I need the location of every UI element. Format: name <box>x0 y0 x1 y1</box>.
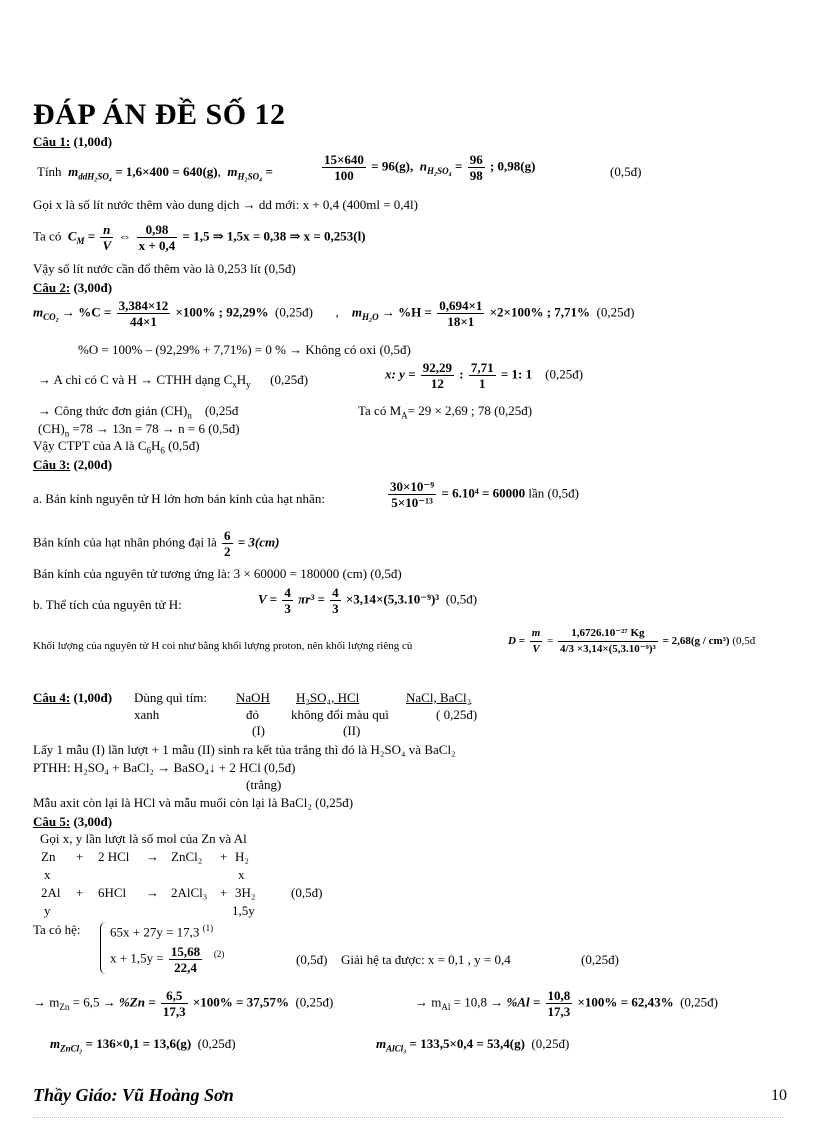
q1-formula2-eq: = <box>265 164 273 179</box>
q3-m-formula <box>508 626 755 657</box>
q1-l3-frac2-den: x + 0,4 <box>138 238 176 253</box>
q5-sys2 <box>110 944 224 975</box>
q5-m2 <box>376 1036 569 1057</box>
q1-l3-frac2-num: 0,98 <box>137 222 178 238</box>
q1-l3-cm-sub: M <box>76 236 85 247</box>
q5-r1-zn: Zn <box>41 849 56 864</box>
q3-a-frac-den: 5×10⁻¹³ <box>391 495 433 510</box>
q1-formula3-rest: ; 0,98(g) <box>489 158 536 174</box>
q5-r2-x1: x <box>44 867 51 882</box>
q3-a-result: = 6.10⁴ = 60000 <box>441 485 526 501</box>
q5-sys2-sol: Giải hệ ta được: x = 0,1 , y = 0,4 <box>341 952 511 967</box>
q2-l3-x: x <box>232 379 237 390</box>
q2-frac2-den: 18×1 <box>447 314 475 329</box>
q1-formula3: n <box>419 158 427 174</box>
q5-m2-m: m <box>376 1036 387 1051</box>
q3-b-num2: 4 <box>332 585 339 600</box>
q4-line5: PTHH: H₂SO₄ + BaCl₂ → BaSO₄↓ + 2 HCl (0,5đ) <box>33 760 296 775</box>
q2-line3b <box>385 360 583 391</box>
q4-label: Câu 4: <box>33 690 71 705</box>
q2-l3-y: y <box>246 379 251 390</box>
q2-ratio-score: (0,25đ) <box>545 366 584 382</box>
q3-b-den1: 3 <box>284 601 291 616</box>
q3-b-result: ×3,14×(5,3.10⁻⁹)³ <box>345 591 440 607</box>
q2-frac1-den: 44×1 <box>129 314 157 329</box>
q1-line1: Tính $m_{ddH_2SO_4} = 1,6\times 400 = 640(g)$, $m_{H_2SO_4}$ = <box>37 164 273 182</box>
q3-points: (2,00đ) <box>73 457 113 472</box>
q5-p1-m: → m <box>33 994 60 1010</box>
q3-b-pir: πr³ = <box>298 591 325 607</box>
q4-l2-xanh: xanh <box>134 707 160 722</box>
q1-formula3-eq: = <box>455 158 463 174</box>
q3-m-num1: m <box>530 626 543 642</box>
q2-ratio-frac1-den: 12 <box>430 376 444 391</box>
q2-header <box>33 280 112 296</box>
q2-line1 <box>33 298 634 329</box>
q3-m-den1: V <box>532 643 540 655</box>
q4-l3-i: (I) <box>252 723 265 738</box>
q3-m-d: D = <box>508 635 525 648</box>
q1-frac3-den: 98 <box>469 168 483 183</box>
q2-pc-label: → %C = <box>62 304 112 320</box>
q5-m2-sub: AlCl₃ <box>386 1043 407 1054</box>
q3-b-v: V = <box>258 591 278 607</box>
q2-l6-score: (0,5đ) <box>168 438 200 453</box>
q2-l4-ma: Ta có M <box>358 403 402 418</box>
q2-mco2: m <box>33 304 44 320</box>
q2-l3-h: H <box>236 372 247 387</box>
q4-l2-score: ( 0,25đ) <box>436 707 478 722</box>
q5-r3-h2: 3H₂ <box>235 885 256 900</box>
q2-ratio-result: = 1: 1 <box>500 366 533 382</box>
q1-line3 <box>33 222 366 253</box>
q2-ratio-frac2-num: 7,71 <box>470 360 494 375</box>
q3-b-formula <box>258 585 477 616</box>
q1-l3-rest: = 1,5 ⇒ 1,5x = 0,38 ⇒ x = 0,253(l) <box>182 228 366 244</box>
q3-b-score: (0,5đ) <box>445 591 478 607</box>
q5-line1: Gọi x, y lần lượt là số mol của Zn và Al <box>40 831 247 846</box>
q2-ratio-frac2-den: 1 <box>478 376 486 391</box>
q5-r2-x2: x <box>238 867 245 882</box>
q2-line3a <box>38 372 308 393</box>
q5-sys2-lhs: x + 1,5y = <box>110 950 164 966</box>
q2-l5-rest: =78 → 13n = 78 → n = 6 (0,5đ) <box>72 421 240 436</box>
footer-author: Thầy Giáo: Vũ Hoàng Sơn <box>33 1085 234 1105</box>
q5-p1-pct-label: %Zn = <box>118 994 156 1010</box>
q4-line7: Mẫu axit còn lại là HCl và mẫu muối còn lại là BaCl₂ (0,25đ) <box>33 795 354 810</box>
q5-m2-score: (0,25đ) <box>531 1036 570 1051</box>
q5-p1-score: (0,25đ) <box>295 994 334 1010</box>
q4-l1-naoh: NaOH <box>236 690 270 705</box>
q5-r3-plus1: + <box>76 885 84 900</box>
q2-mh2o-sub: H₂O <box>362 312 379 323</box>
system-brace <box>100 922 107 974</box>
q3-header <box>33 457 112 473</box>
q2-ratio-label: x: y = <box>385 366 416 382</box>
q3-a-text: a. Bán kính nguyên tử H lớn hơn bán kính của hạt nhân: <box>33 491 325 506</box>
q5-sys1-eq: 65x + 27y = 17,3 <box>110 924 200 940</box>
q5-m1-score: (0,25đ) <box>197 1036 236 1051</box>
q5-r1-hcl: 2 HCl <box>98 849 130 864</box>
q5-sys2-score: (0,5đ) <box>296 952 328 967</box>
q1-frac2-num: 15×640 <box>324 152 364 167</box>
q5-r1-zncl2: ZnCl₂ <box>171 849 203 864</box>
q5-p2-result: ×100% = 62,43% <box>577 994 674 1010</box>
q3-m-text: Khối lượng của nguyên tử H coi như bằng khối lượng proton, nên khối lượng riêng củ <box>33 640 413 652</box>
q5-sys2-tag: (2) <box>213 949 225 960</box>
q1-l3-iff: ⇔ <box>118 228 132 244</box>
q1-l3-cm: C <box>67 228 77 244</box>
q5-p1-value: = 6,5 → <box>72 994 116 1010</box>
q5-sys2-num: 15,68 <box>170 944 201 959</box>
q3-label: Câu 3: <box>33 457 71 472</box>
q1-formula1-sub: ddH₂SO₄ <box>78 171 112 182</box>
q4-line6: (trắng) <box>246 777 282 792</box>
q2-l3-score: (0,25đ) <box>270 372 309 387</box>
q5-p2-den: 17,3 <box>547 1004 571 1019</box>
q5-r3-plus2: + <box>220 885 228 900</box>
q2-l4-n: n <box>187 410 192 421</box>
q2-ph-label: → %H = <box>381 304 432 320</box>
q4-header <box>33 690 112 706</box>
q3-m-score: (0,5đ <box>732 635 756 648</box>
q1-formula2-sub: H₂SO₄ <box>237 171 263 182</box>
q3-b1 <box>33 528 279 559</box>
q1-l1-prefix: Tính <box>37 164 62 179</box>
q1-label: Câu 1: <box>33 134 71 149</box>
q5-sys1 <box>110 920 213 940</box>
q2-l4-ma-sub: A <box>401 410 408 421</box>
q2-l1-score2: (0,25đ) <box>596 304 635 320</box>
q5-p1 <box>33 988 333 1019</box>
q4-l1-acids: H₂SO₄, HCl <box>296 690 360 705</box>
q2-frac1-num: 3,384×12 <box>118 298 169 313</box>
q4-points: (1,00đ) <box>73 690 113 705</box>
q5-sys1-tag: (1) <box>202 923 214 933</box>
q3-b-text: b. Thể tích của nguyên tử H: <box>33 597 182 612</box>
q2-l3-text: → A chỉ có C và H → CTHH dạng C <box>38 372 233 387</box>
q4-l3-ii: (II) <box>343 723 361 738</box>
q3-b-den2: 3 <box>332 601 339 616</box>
page-title: ĐÁP ÁN ĐỀ SỐ 12 <box>33 98 286 131</box>
q5-r3-score: (0,5đ) <box>291 885 323 900</box>
q5-r4-y: y <box>44 903 51 918</box>
q5-p2-pct-label: %Al = <box>506 994 541 1010</box>
q5-m2-result: = 133,5×0,4 = 53,4(g) <box>409 1036 525 1051</box>
q3-a-frac-num: 30×10⁻⁹ <box>390 479 435 494</box>
q1-line4: Vậy số lít nước cần đổ thêm vào là 0,253 lít (0,5đ) <box>33 261 296 276</box>
q1-frac2-den: 100 <box>334 168 354 183</box>
q5-r1-plus1: + <box>76 849 84 864</box>
q3-m-eq: = <box>547 635 554 648</box>
q5-r3-arrow: → <box>146 885 159 900</box>
q2-l4-text: → Công thức đơn giản (CH) <box>38 403 188 418</box>
q2-ph-result: ×2×100% ; 7,71% <box>489 304 591 320</box>
q1-formula1-rest: = 1,6×400 = 640(g) <box>115 164 218 179</box>
q2-l5-n: n <box>64 428 70 439</box>
q5-m1-sub: ZnCl₂ <box>60 1043 83 1054</box>
q4-l1-salts: NaCl, BaCl₂ <box>406 690 472 705</box>
q1-points: (1,00đ) <box>73 134 113 149</box>
q5-sys2-score2: (0,25đ) <box>581 952 619 967</box>
q3-a-formula <box>386 479 579 510</box>
q5-r3-al: 2Al <box>41 885 61 900</box>
q2-line6 <box>33 438 200 459</box>
q3-b-num1: 4 <box>284 585 291 600</box>
q5-r1-arrow: → <box>146 849 159 864</box>
q2-frac2-num: 0,694×1 <box>439 298 483 313</box>
q5-r1-plus2: + <box>220 849 228 864</box>
q5-points: (3,00đ) <box>73 814 113 829</box>
q5-p1-den: 17,3 <box>162 1004 186 1019</box>
q2-l1-comma: , <box>335 304 339 320</box>
q2-l1-score1: (0,25đ) <box>274 304 313 320</box>
q5-label: Câu 5: <box>33 814 71 829</box>
q5-p1-m-sub: Zn <box>59 1002 70 1013</box>
q2-label: Câu 2: <box>33 280 71 295</box>
q1-formula3-sub: H₂SO₄ <box>426 166 452 177</box>
q5-p1-num: 6,5 <box>161 988 188 1004</box>
q4-line4: Lấy 1 mẫu (I) lần lượt + 1 mẫu (II) sinh ra kết tủa trắng thì đó là H₂SO₄ và BaCl₂ <box>33 742 456 757</box>
q2-ratio-frac1-num: 92,29 <box>422 360 453 375</box>
q2-l6-sub1: 6 <box>146 445 152 456</box>
q5-p2-value: = 10,8 → <box>453 994 504 1010</box>
q5-p2 <box>415 988 718 1019</box>
footer-divider <box>33 1117 783 1118</box>
q3-m-num2: 1,6726.10⁻²⁷ Kg <box>558 626 658 642</box>
q5-p1-result: ×100% = 37,57% <box>192 994 289 1010</box>
q2-l6-sub2: 6 <box>160 445 165 456</box>
q1-l3-frac1-num: n <box>100 222 113 238</box>
q5-r3-hcl: 6HCl <box>98 885 127 900</box>
q4-l2-unchanged: không đổi màu quì <box>291 707 389 722</box>
q2-mco2-sub: CO₂ <box>43 312 59 323</box>
q2-line4b <box>358 403 532 424</box>
q1-frac2: $\frac{15\times 640}{100}$ = 96(g), $n_{H_2SO_4}$ = $\frac{96}{98}$ ; 0,98(g) <box>324 152 536 183</box>
q5-header <box>33 814 112 830</box>
q1-formula2: m <box>227 164 238 179</box>
q5-sys-prefix: Ta có hệ: <box>33 922 81 937</box>
q3-a-score: lần (0,5đ) <box>528 485 579 501</box>
q3-c1: Bán kính của nguyên tử tương ứng là: 3 × 60000 = 180000 (cm) (0,5đ) <box>33 566 402 581</box>
q1-formula1: m <box>68 164 79 179</box>
q5-r3-alcl3: 2AlCl₃ <box>171 885 208 900</box>
q2-ratio-colon: : <box>459 366 464 382</box>
q2-l6-h: H <box>151 438 161 453</box>
q1-frac3-num: 96 <box>469 152 483 167</box>
q3-m-result: = 2,68(g / cm³) <box>662 635 730 648</box>
page-number: 10 <box>771 1087 787 1104</box>
q2-mh2o: m <box>351 304 363 320</box>
q4-l2-do: đỏ <box>246 707 259 722</box>
q5-m1-m: m <box>50 1036 61 1051</box>
q1-frac2-rest: = 96(g) <box>371 158 410 174</box>
q5-sys2-den: 22,4 <box>174 960 197 975</box>
q5-p2-m: → m <box>415 994 442 1010</box>
q3-b1-den: 2 <box>224 544 231 559</box>
q2-line2: %O = 100% – (92,29% + 7,71%) = 0 % → Không có oxi (0,5đ) <box>78 342 411 357</box>
q5-m1 <box>50 1036 236 1057</box>
q5-m1-result: = 136×0,1 = 13,6(g) <box>85 1036 192 1051</box>
q1-l3-eq: = <box>87 228 96 244</box>
q3-b1-num: 6 <box>224 528 231 543</box>
q1-header <box>33 134 112 150</box>
q2-l4-ma-value: = 29 × 2,69 ; 78 (0,25đ) <box>407 403 533 418</box>
q3-m-den2: 4/3 ×3,14×(5,3.10⁻⁹)³ <box>560 643 656 655</box>
q5-r1-h2: H₂ <box>235 849 249 864</box>
q5-p2-num: 10,8 <box>547 988 571 1003</box>
q2-points: (3,00đ) <box>73 280 113 295</box>
q4-l1-a: Dùng quì tím: <box>134 690 207 705</box>
q1-l1-score: (0,5đ) <box>610 164 642 179</box>
q5-r4-15y: 1,5y <box>232 903 255 918</box>
q1-l3-frac1-den: V <box>102 238 112 253</box>
q2-pc-result: ×100% ; 92,29% <box>175 304 269 320</box>
q2-l6-text: Vậy CTPT của A là C <box>33 438 147 453</box>
q2-l4-score: (0,25đ <box>204 403 239 418</box>
q5-p2-m-sub: Al <box>441 1002 451 1013</box>
q3-b1-result: = 3(cm) <box>237 534 280 550</box>
q1-line2: Gọi x là số lít nước thêm vào dung dịch → dd mới: x + 0,4 (400ml = 0,4l) <box>33 197 418 212</box>
q3-b1-text: Bán kính của hạt nhân phóng đại là <box>33 534 217 550</box>
q1-l3-prefix: Ta có <box>33 228 62 244</box>
q2-l5-ch: (CH) <box>38 421 65 436</box>
q5-p2-score: (0,25đ) <box>680 994 718 1010</box>
